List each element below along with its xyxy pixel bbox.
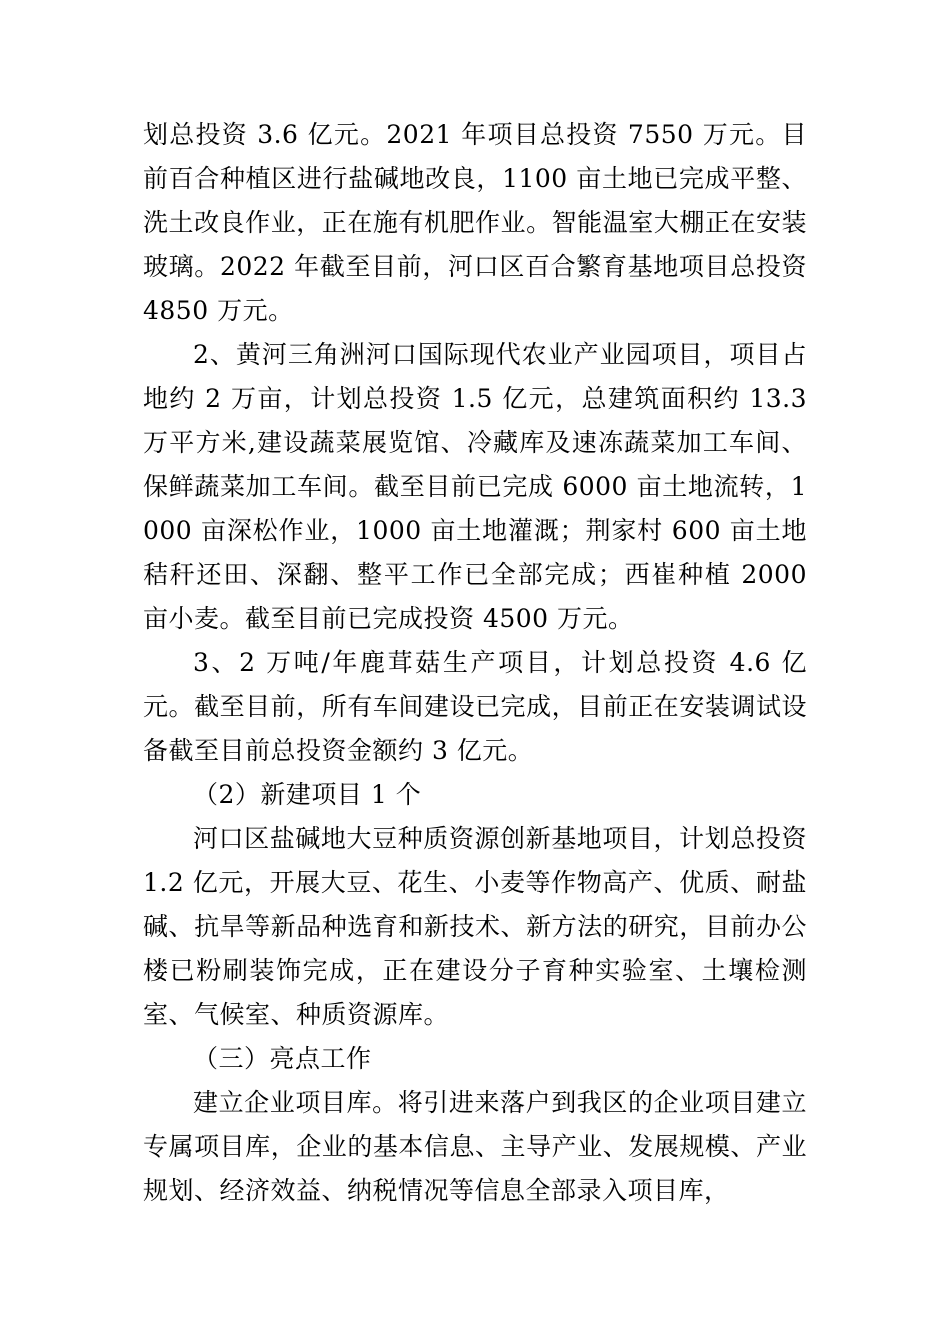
paragraph-investment-summary: 划总投资 3.6 亿元。2021 年项目总投资 7550 万元。目前百合种植区进行盐碱地改良，1100 亩土地已完成平整、洗土改良作业，正在施有机肥作业。智能温室大棚正在安装玻璃。2022 年截至目前，河口区百合繁育基地项目总投资 4850 万元。	[143, 120, 807, 325]
document-body	[143, 113, 807, 1213]
paragraph-mushroom-project: 3、2 万吨/年鹿茸菇生产项目，计划总投资 4.6 亿元。截至目前，所有车间建设已完成，目前正在安装调试设备截至目前总投资金额约 3 亿元。	[143, 648, 807, 765]
paragraph-soybean-base-project: 河口区盐碱地大豆种质资源创新基地项目，计划总投资 1.2 亿元，开展大豆、花生、小麦等作物高产、优质、耐盐碱、抗旱等新品种选育和新技术、新方法的研究，目前办公楼已粉刷装饰完成，正在建设分子育种实验室、土壤检测室、气候室、种质资源库。	[143, 824, 807, 1029]
section-heading-highlights: （三）亮点工作	[193, 1044, 372, 1073]
section-heading-new-projects: （2）新建项目 1 个	[193, 780, 422, 809]
paragraph-agriculture-park-project: 2、黄河三角洲河口国际现代农业产业园项目，项目占地约 2 万亩，计划总投资 1.5 亿元，总建筑面积约 13.3 万平方米,建设蔬菜展览馆、冷藏库及速冻蔬菜加工车间、保鲜蔬菜加工车间。截至目前已完成 6000 亩土地流转，1000 亩深松作业，1000 亩土地灌溉；荆家村 600 亩土地秸秆还田、深翻、整平工作已全部完成；西崔种植 2000 亩小麦。截至目前已完成投资 4500 万元。	[143, 340, 807, 633]
paragraph-project-database: 建立企业项目库。将引进来落户到我区的企业项目建立专属项目库，企业的基本信息、主导产业、发展规模、产业规划、经济效益、纳税情况等信息全部录入项目库，	[143, 1088, 807, 1205]
